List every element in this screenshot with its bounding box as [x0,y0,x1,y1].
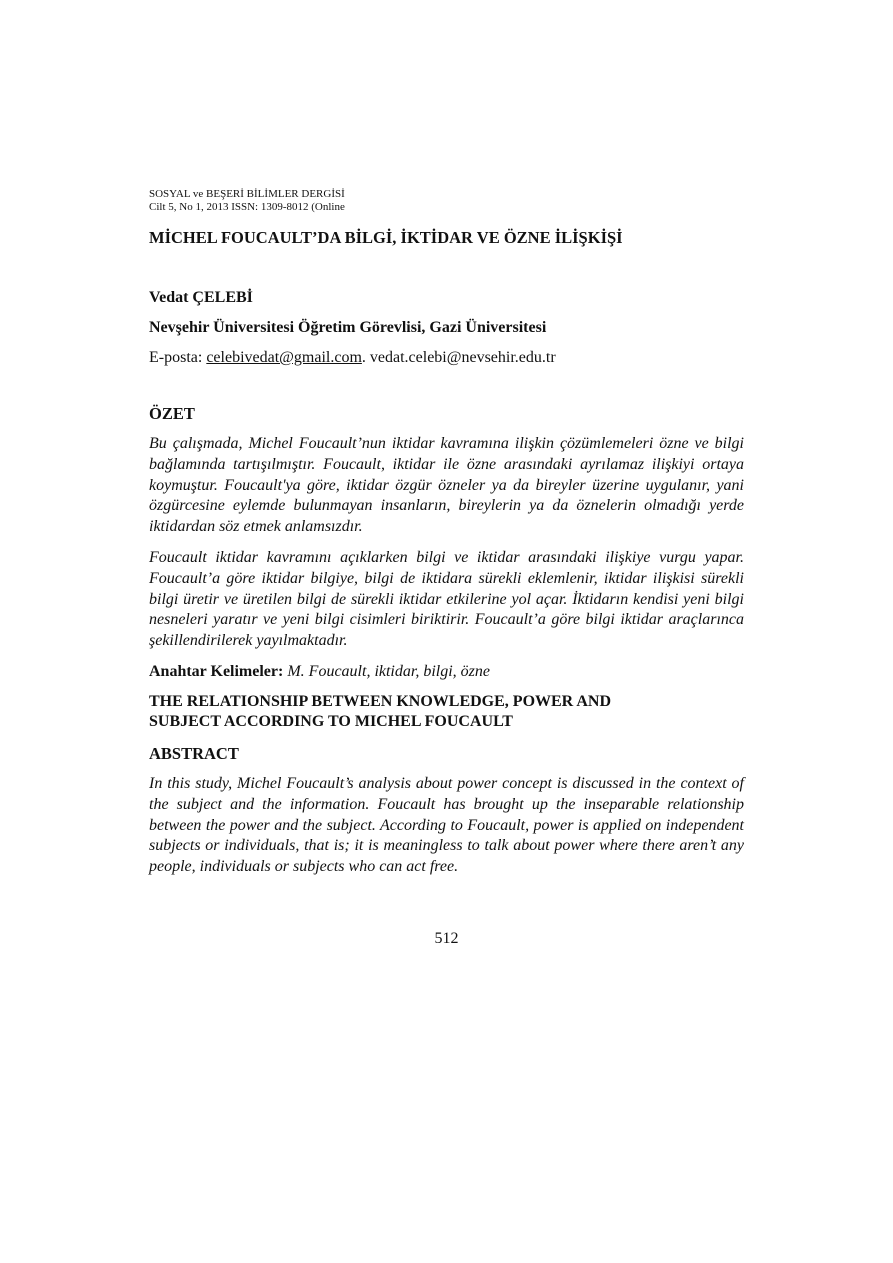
abstract-heading: ABSTRACT [149,743,239,763]
article-title: MİCHEL FOUCAULT’DA BİLGİ, İKTİDAR VE ÖZNE İLİŞKİŞİ [149,228,623,247]
author-email [149,348,744,368]
ozet-paragraph-1: Bu çalışmada, Michel Foucault’nun iktidar kavramına ilişkin çözümlemeleri özne ve bilgi bağlamında tartışılmıştır. Foucault, iktidar ile özne arasındaki ayrılamaz ilişkiyi ortaya koymuştur. Foucault'ya göre, iktidar özgür özneler ya da bireyler üzerine uygulanır, yani özgürcesine eylemde bulunmayan insanların, bireylerin ya da öznelerin olmadığı yerde iktidardan söz etmek anlamsızdır. [149,435,744,536]
keywords-label: Anahtar Kelimeler: [149,662,284,680]
author-name: Vedat ÇELEBİ [149,289,253,306]
abstract-paragraph: In this study, Michel Foucault’s analysis about power concept is discussed in the context of the subject and the information. Foucault has brought up the inseparable relationship between the power and the subject. According to Foucault, power is applied on independent subjects or individuals, that is; it is meaningless to talk about power where there aren’t any people, individuals or subjects who can act free. [149,774,744,876]
email-link-primary[interactable]: celebivedat@gmail.com [206,349,362,366]
email-label: E-posta: [149,349,207,366]
keywords [149,662,744,682]
english-title [149,692,744,732]
ozet-paragraph-2: Foucault iktidar kavramını açıklarken bilgi ve iktidar arasındaki ilişkiye vurgu yapar. Foucault’a göre iktidar bilgiye, bilgi de iktidara sürekli eklemlenir, iktidar ilişkisi sürekli bilgi üretir ve üretilen bilgi de sürekli iktidar etkilerine yol açar. İktidarın kendisi yeni bilgi nesneleri yaratır ve yeni bilgi cisimleri biriktirir. Foucault’a göre bilgi iktidar araçlarınca şekillendirilerek yayılmaktadır. [149,548,744,650]
email-separator: . [361,349,370,366]
journal-issue: Cilt 5, No 1, 2013 ISSN: 1309-8012 (Online [149,201,345,213]
page-number: 512 [434,930,459,947]
journal-name: SOSYAL ve BEŞERİ BİLİMLER DERGİSİ [149,188,345,200]
email-secondary: vedat.celebi@nevsehir.edu.tr [369,349,556,366]
english-title-line-1: THE RELATIONSHIP BETWEEN KNOWLEDGE, POWER AND [149,692,612,710]
paper-page [149,188,744,878]
keywords-values: M. Foucault, iktidar, bilgi, özne [283,662,490,680]
ozet-heading: ÖZET [149,404,195,423]
author-affiliation: Nevşehir Üniversitesi Öğretim Görevlisi, Gazi Üniversitesi [149,319,547,336]
english-title-line-2: SUBJECT ACCORDING TO MICHEL FOUCAULT [149,712,513,730]
